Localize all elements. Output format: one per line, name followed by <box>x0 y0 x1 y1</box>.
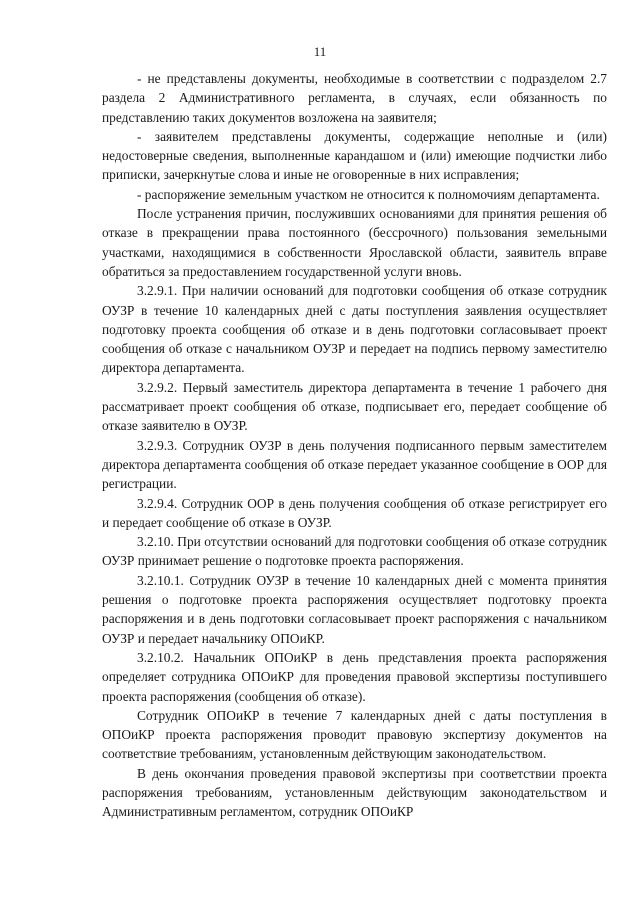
paragraph-list-item-missing-documents: - не представлены документы, необходимые в соответствии с подразделом 2.7 раздела 2 Административного регламента, в случаях, если обязанность по представлению таких документов возложена на заявителя; <box>102 71 607 125</box>
paragraph-3-2-9-1: 3.2.9.1. При наличии оснований для подготовки сообщения об отказе сотрудник ОУЗР в течение 10 календарных дней с даты поступления заявления осуществляет подготовку проекта сообщения об отказе и в день подготовки согласовывает проект сообщения об отказе с начальником ОУЗР и передает на подпись первому заместителю директора департамента. <box>102 283 607 376</box>
paragraph-3-2-10-1: 3.2.10.1. Сотрудник ОУЗР в течение 10 календарных дней с момента принятия решения о подготовке проекта распоряжения осуществляет подготовку проекта распоряжения и в день подготовки согласовывает проект распоряжения с начальником ОУЗР и передает начальнику ОПОиКР. <box>102 572 607 646</box>
paragraph-reapply: После устранения причин, послуживших основаниями для принятия решения об отказе в прекращении права постоянного (бессрочного) пользования земельными участками, находящимися в собственности Ярославской области, заявитель вправе обратиться за предоставлением государственной услуги вновь. <box>102 206 607 279</box>
paragraph-legal-review: Сотрудник ОПОиКР в течение 7 календарных дней с даты поступления в ОПОиКР проекта распоряжения проводит правовую экспертизу документов на соответствие требованиям, установленным действующим законодательством. <box>102 707 607 762</box>
document-body <box>102 69 607 822</box>
paragraph-3-2-9-3: 3.2.9.3. Сотрудник ОУЗР в день получения подписанного первым заместителем директора департамента сообщения об отказе передает указанное сообщение в ООР для регистрации. <box>102 437 607 492</box>
paragraph-3-2-9-2: 3.2.9.2. Первый заместитель директора департамента в течение 1 рабочего дня рассматривает проект сообщения об отказе, подписывает его, передает сообщение об отказе заявителю в ОУЗР. <box>102 379 607 434</box>
paragraph-3-2-10: 3.2.10. При отсутствии оснований для подготовки сообщения об отказе сотрудник ОУЗР принимает решение о подготовке проекта распоряжения. <box>102 534 607 569</box>
page-number: 11 <box>313 44 327 59</box>
paragraph-review-completion: В день окончания проведения правовой экспертизы при соответствии проекта распоряжения требованиям, установленным действующим законодательством и Административным регламентом, сотрудник ОПОиКР <box>102 765 607 820</box>
paragraph-list-item-not-authority: - распоряжение земельным участком не относится к полномочиям департамента. <box>137 186 600 202</box>
paragraph-3-2-9-4: 3.2.9.4. Сотрудник ООР в день получения сообщения об отказе регистрирует его и передает сообщение об отказе в ОУЗР. <box>102 495 607 530</box>
paragraph-3-2-10-2: 3.2.10.2. Начальник ОПОиКР в день представления проекта распоряжения определяет сотрудника ОПОиКР для проведения правовой экспертизы поступившего проекта распоряжения (сообщения об отказе). <box>102 649 607 704</box>
paragraph-list-item-incomplete-documents: - заявителем представлены документы, содержащие неполные и (или) недостоверные сведения, выполненные карандашом и (или) имеющие подчистки либо приписки, зачеркнутые слова и иные не оговоренные в них исправления; <box>102 128 607 183</box>
